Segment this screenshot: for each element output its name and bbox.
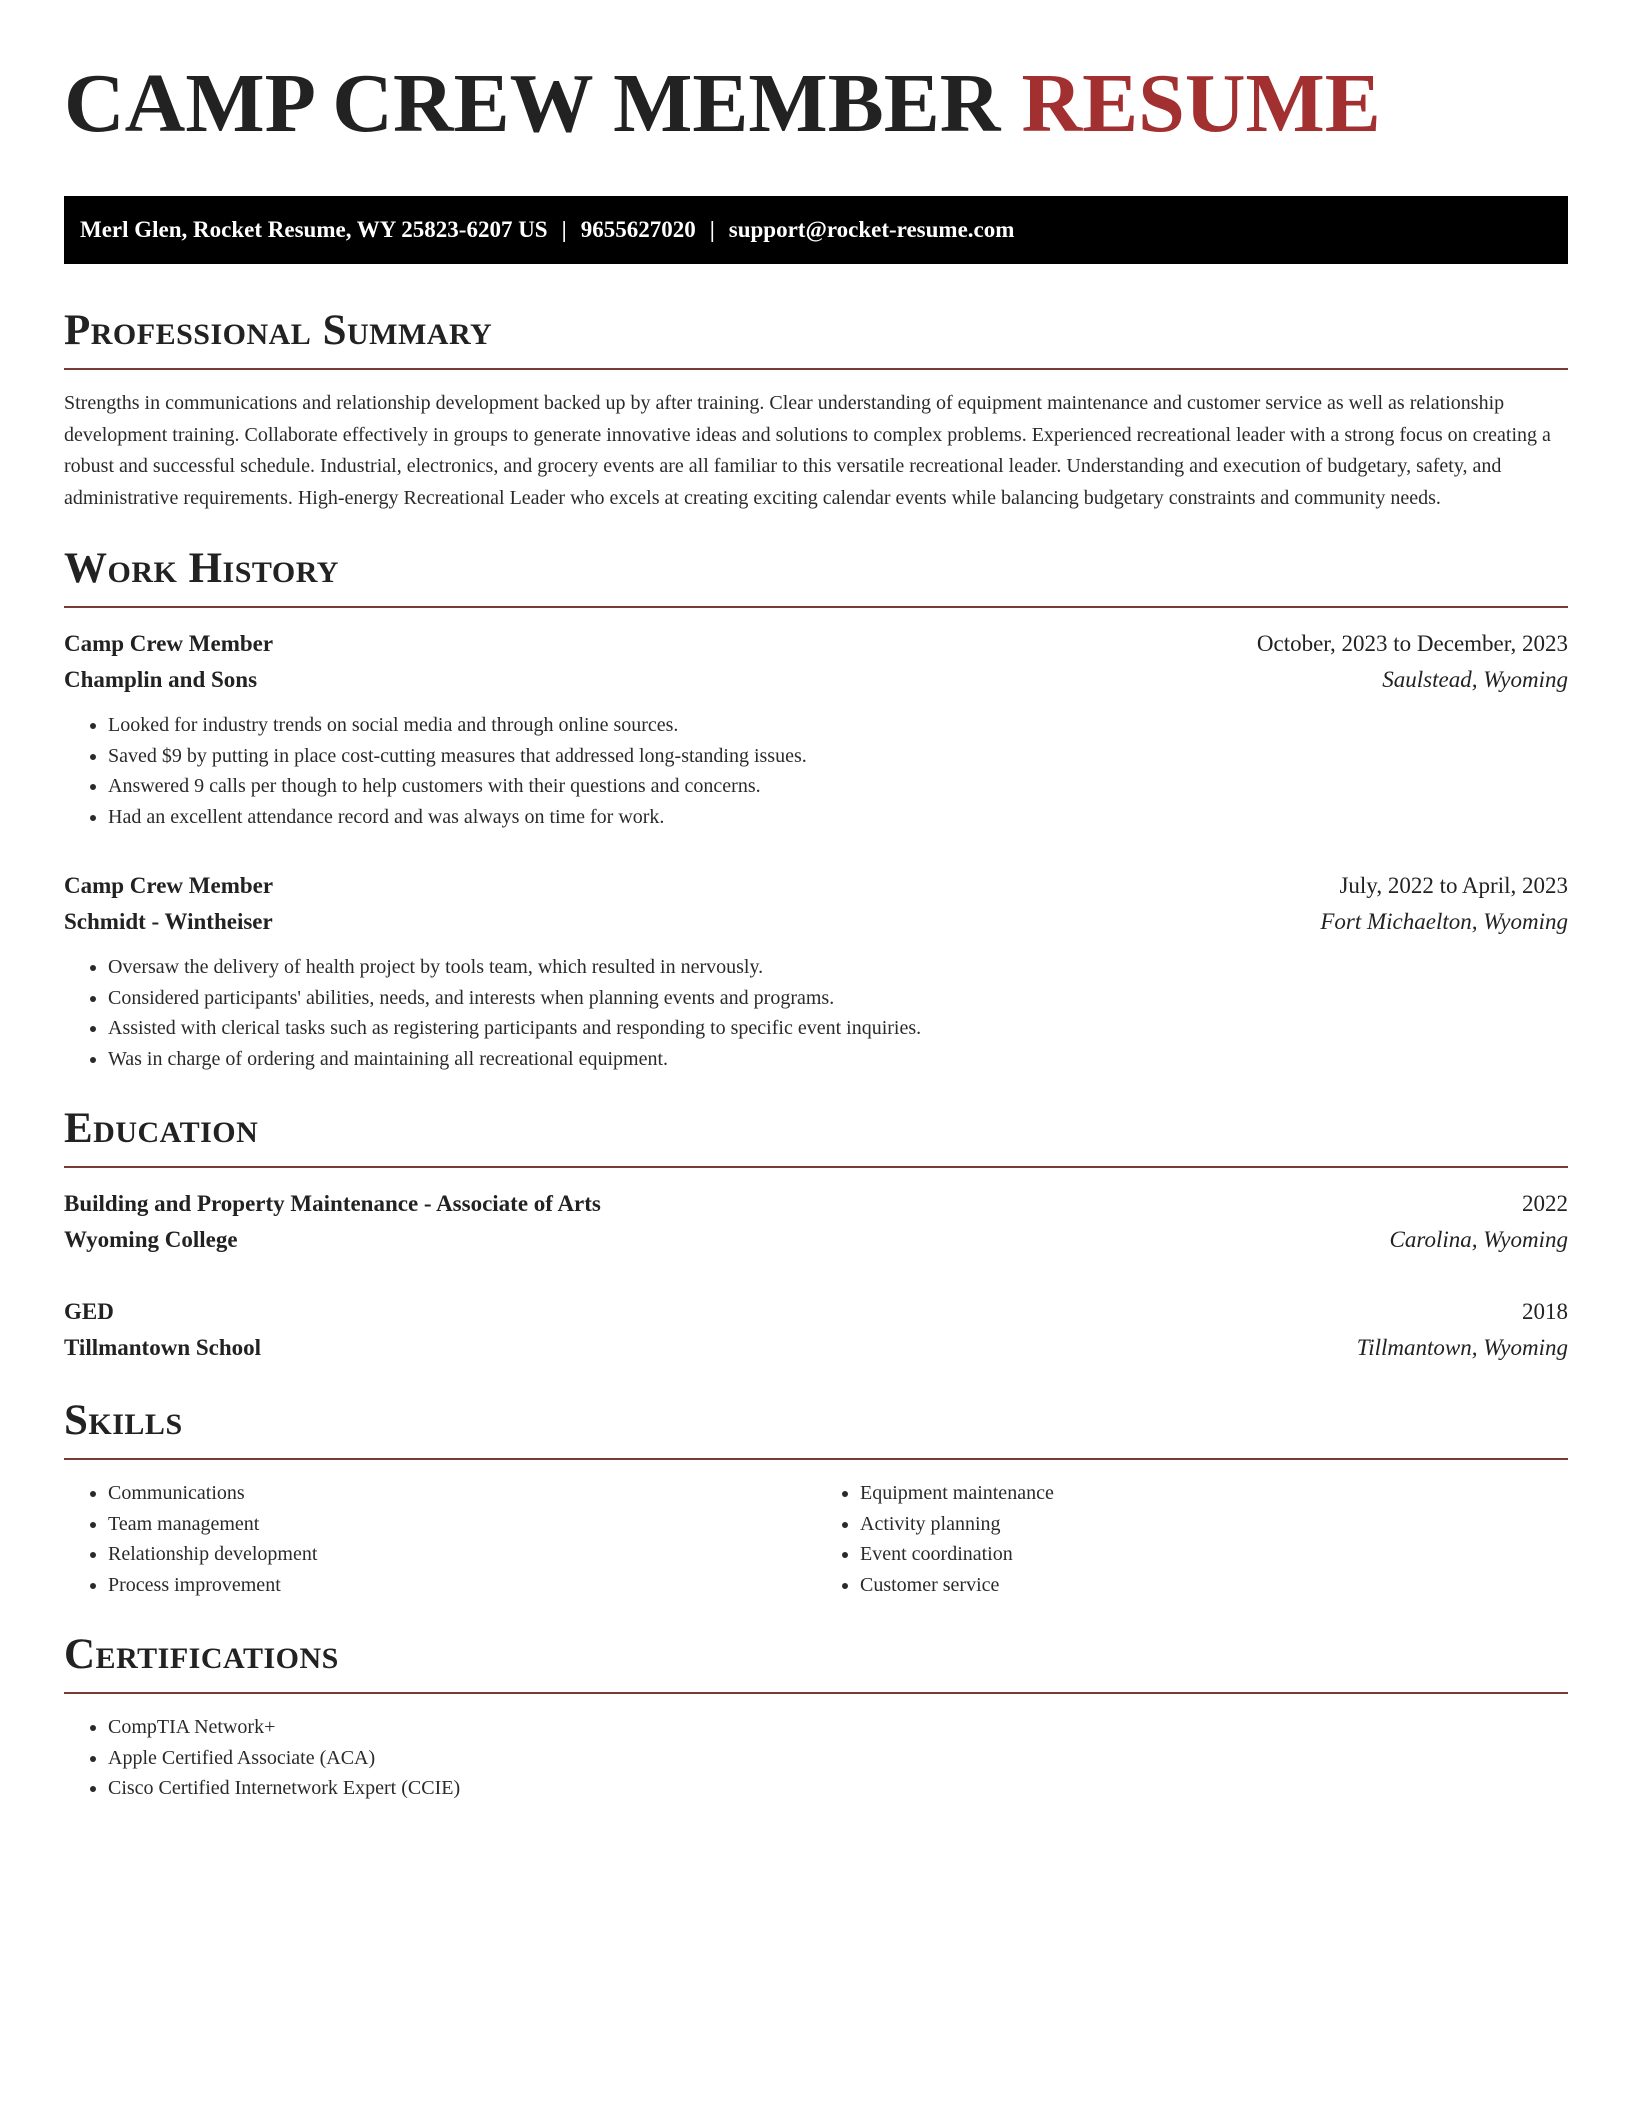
- contact-bar: [64, 196, 1568, 264]
- job-title: Camp Crew Member: [64, 631, 274, 656]
- list-item: • Saved $9 by putting in place cost-cutting measures that addressed long-standing issues.: [108, 741, 1568, 772]
- list-item: • Considered participants' abilities, needs, and interests when planning events and programs.: [108, 983, 1568, 1014]
- list-item: • Was in charge of ordering and maintaining all recreational equipment.: [108, 1044, 1568, 1075]
- education-section: [64, 1104, 1568, 1366]
- section-divider: [64, 1458, 1568, 1460]
- section-divider: [64, 1166, 1568, 1168]
- summary-heading: Professional Summary: [64, 307, 493, 354]
- education-degree: Building and Property Maintenance - Associate of Arts: [64, 1191, 601, 1216]
- list-item: • CompTIA Network+: [108, 1712, 1568, 1743]
- certifications-section: [64, 1630, 1568, 1804]
- job-company-row: [64, 904, 1568, 940]
- job-entry: [64, 868, 1568, 1074]
- contact-address: Merl Glen, Rocket Resume, WY 25823-6207 US: [80, 217, 548, 242]
- education-location: Tillmantown, Wyoming: [1356, 1335, 1568, 1360]
- education-entry: [64, 1294, 1568, 1366]
- section-divider: [64, 606, 1568, 608]
- job-dates: October, 2023 to December, 2023: [1256, 631, 1568, 656]
- contact-separator: |: [561, 217, 567, 242]
- title-accent: RESUME: [1021, 57, 1381, 150]
- list-item: • Oversaw the delivery of health project by tools team, which resulted in nervously.: [108, 952, 1568, 983]
- contact-phone: 9655627020: [580, 217, 696, 242]
- education-degree-row: [64, 1294, 1568, 1330]
- job-title: Camp Crew Member: [64, 873, 274, 898]
- list-item: • Process improvement: [108, 1570, 816, 1601]
- job-company: Schmidt - Wintheiser: [64, 909, 273, 934]
- certifications-heading: Certifications: [64, 1631, 339, 1678]
- contact-email: support@rocket-resume.com: [728, 217, 1015, 242]
- job-bullets: [64, 952, 1568, 1074]
- contact-separator: |: [709, 217, 715, 242]
- summary-text: Strengths in communications and relationship development backed up by after training. Clear understanding of equipment maintenance and customer service as well as relationship development training. Collaborate effectively in groups to generate innovative ideas and solutions to complex problems. Experienced recreational leader with a strong focus on creating a robust and successful schedule. Industrial, electronics, and grocery events are all familiar to this versatile recreational leader. Understanding and execution of budgetary, safety, and administrative requirements. High-energy Recreational Leader who excels at creating exciting calendar events while balancing budgetary constraints and community needs.: [64, 392, 1551, 509]
- skills-heading: Skills: [64, 1397, 183, 1444]
- section-divider: [64, 1692, 1568, 1694]
- list-item: • Apple Certified Associate (ACA): [108, 1743, 1568, 1774]
- job-location: Saulstead, Wyoming: [1382, 667, 1568, 692]
- list-item: • Activity planning: [860, 1509, 1568, 1540]
- education-school: Wyoming College: [64, 1227, 238, 1252]
- page-title: [64, 58, 1568, 150]
- summary-section: [64, 306, 1568, 514]
- list-item: • Had an excellent attendance record and was always on time for work.: [108, 802, 1568, 833]
- title-main: CAMP CREW MEMBER: [64, 57, 1001, 150]
- education-school-row: [64, 1330, 1568, 1366]
- education-entry: [64, 1186, 1568, 1258]
- list-item: • Equipment maintenance: [860, 1478, 1568, 1509]
- skills-section: [64, 1396, 1568, 1600]
- list-item: • Answered 9 calls per though to help customers with their questions and concerns.: [108, 771, 1568, 802]
- job-entry: [64, 626, 1568, 832]
- education-heading: Education: [64, 1105, 259, 1152]
- list-item: • Customer service: [860, 1570, 1568, 1601]
- job-title-row: [64, 868, 1568, 904]
- job-location: Fort Michaelton, Wyoming: [1320, 909, 1568, 934]
- education-year: 2018: [1522, 1299, 1568, 1324]
- education-school: Tillmantown School: [64, 1335, 262, 1360]
- job-title-row: [64, 626, 1568, 662]
- education-year: 2022: [1522, 1191, 1568, 1216]
- list-item: • Team management: [108, 1509, 816, 1540]
- list-item: • Looked for industry trends on social media and through online sources.: [108, 710, 1568, 741]
- list-item: • Assisted with clerical tasks such as registering participants and responding to specific event inquiries.: [108, 1013, 1568, 1044]
- job-company-row: [64, 662, 1568, 698]
- list-item: • Event coordination: [860, 1539, 1568, 1570]
- education-school-row: [64, 1222, 1568, 1258]
- work-history-heading: Work History: [64, 545, 339, 592]
- education-degree-row: [64, 1186, 1568, 1222]
- job-company: Champlin and Sons: [64, 667, 258, 692]
- skills-list-right: [816, 1478, 1568, 1600]
- list-item: • Communications: [108, 1478, 816, 1509]
- education-location: Carolina, Wyoming: [1389, 1227, 1568, 1252]
- section-divider: [64, 368, 1568, 370]
- skills-grid: [64, 1478, 1568, 1600]
- list-item: • Cisco Certified Internetwork Expert (CCIE): [108, 1773, 1568, 1804]
- job-bullets: [64, 710, 1568, 832]
- certifications-list: [64, 1712, 1568, 1804]
- work-history-section: [64, 544, 1568, 1074]
- list-item: • Relationship development: [108, 1539, 816, 1570]
- skills-list-left: [64, 1478, 816, 1600]
- education-degree: GED: [64, 1299, 114, 1324]
- job-dates: July, 2022 to April, 2023: [1339, 873, 1568, 898]
